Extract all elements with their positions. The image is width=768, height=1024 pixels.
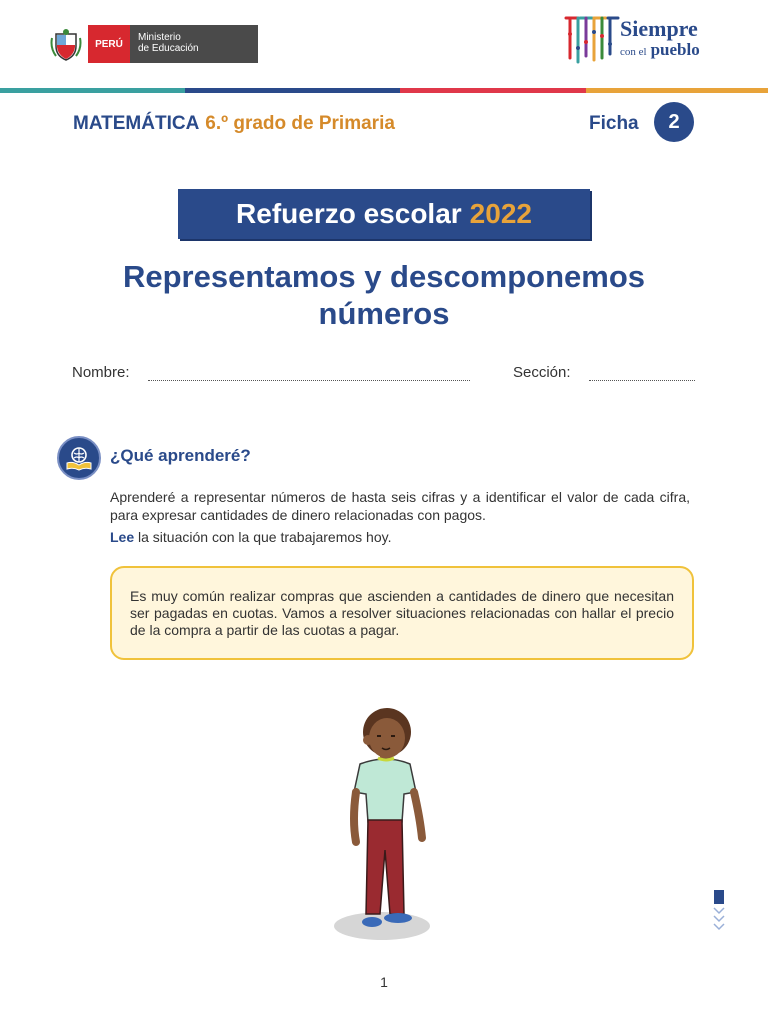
lee-rest: la situación con la que trabajaremos hoy. — [134, 529, 392, 545]
situation-callout: Es muy común realizar compras que ascienden a cantidades de dinero que necesitan ser pagadas en cuotas. Vamos a resolver situaciones relacionadas con hallar el precio de la compra a partir de las cuotas a pagar. — [110, 566, 694, 660]
subject-line — [73, 113, 395, 135]
page-title — [60, 258, 708, 332]
subject-name: MATEMÁTICA — [73, 113, 200, 134]
ficha-number-badge: 2 — [654, 102, 694, 142]
section-label: Sección: — [513, 364, 571, 381]
ficha-label: Ficha — [589, 113, 639, 134]
peru-label: PERÚ — [88, 25, 130, 63]
name-label: Nombre: — [72, 364, 130, 381]
siempre-con-el-pueblo-logo-icon — [562, 14, 622, 66]
ministry-line1: Ministerio — [138, 32, 181, 43]
title-line1: Representamos y descomponemos — [122, 259, 645, 294]
title-line2: números — [318, 296, 450, 331]
ministry-label — [130, 25, 258, 63]
banner-year: 2022 — [469, 198, 532, 229]
lee-bold: Lee — [110, 529, 135, 545]
slogan-siempre: Siempre — [620, 16, 698, 41]
page-header — [0, 0, 768, 95]
slogan-con-el: con el — [620, 46, 647, 58]
grade-label: 6.º grado de Primaria — [205, 113, 395, 134]
banner-text: Refuerzo escolar — [236, 198, 462, 229]
page-number: 1 — [380, 974, 388, 990]
name-field[interactable] — [148, 368, 470, 381]
brain-book-icon — [57, 436, 101, 480]
refuerzo-banner — [178, 189, 590, 239]
peru-coat-of-arms-icon — [50, 28, 82, 62]
section-field[interactable] — [589, 368, 695, 381]
learn-heading: ¿Qué aprenderé? — [110, 446, 251, 465]
learn-paragraph: Aprenderé a representar números de hasta seis cifras y a identificar el valor de cada cifra, para expresar cantidades de dinero relacionadas con pagos. — [110, 489, 690, 523]
boy-illustration — [330, 700, 440, 945]
slogan — [620, 18, 700, 60]
ministry-line2: de Educación — [138, 43, 199, 54]
slogan-pueblo: pueblo — [650, 40, 700, 59]
header-color-stripe — [0, 88, 768, 93]
lee-instruction — [110, 529, 391, 545]
bookmark-icon — [712, 890, 726, 934]
